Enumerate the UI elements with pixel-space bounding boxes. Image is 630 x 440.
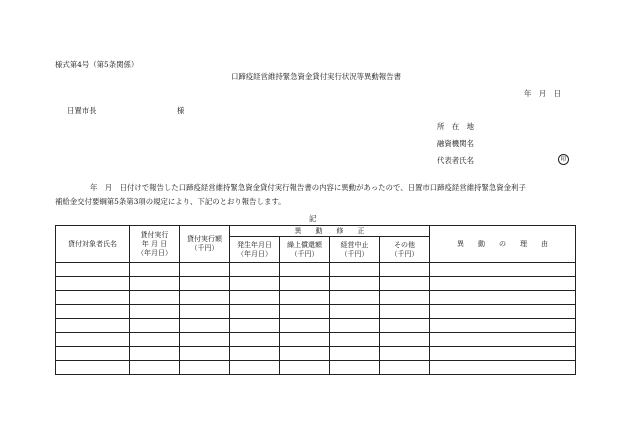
table-cell[interactable] (230, 263, 280, 277)
table-cell[interactable] (280, 277, 330, 291)
table-cell[interactable] (380, 305, 430, 319)
table-row (56, 263, 576, 277)
table-cell[interactable] (56, 277, 130, 291)
form-number: 様式第4号（第5条関係） (55, 60, 139, 69)
table-cell[interactable] (130, 277, 180, 291)
header-exec-date: 貸付実行 年 月 日 （年月日） (130, 226, 180, 263)
table-cell[interactable] (430, 277, 576, 291)
table-cell[interactable] (280, 305, 330, 319)
table-row (56, 277, 576, 291)
header-change-reason: 異 動 の 理 由 (430, 226, 576, 263)
header-change-correction: 異 動 修 正 (230, 226, 430, 237)
table-cell[interactable] (430, 319, 576, 333)
table-cell[interactable] (56, 319, 130, 333)
table-cell[interactable] (180, 291, 230, 305)
table-cell[interactable] (130, 361, 180, 375)
table-cell[interactable] (130, 263, 180, 277)
table-cell[interactable] (380, 333, 430, 347)
table-cell[interactable] (330, 333, 380, 347)
institution-label: 融資機関名 (437, 139, 474, 148)
honorific: 様 (177, 106, 185, 115)
table-cell[interactable] (180, 319, 230, 333)
table-row (56, 291, 576, 305)
table-cell[interactable] (280, 347, 330, 361)
table-cell[interactable] (230, 361, 280, 375)
table-cell[interactable] (230, 305, 280, 319)
table-cell[interactable] (130, 333, 180, 347)
table-cell[interactable] (280, 333, 330, 347)
table-row (56, 319, 576, 333)
table-cell[interactable] (280, 361, 330, 375)
table-cell[interactable] (130, 319, 180, 333)
table-cell[interactable] (430, 361, 576, 375)
table-cell[interactable] (330, 361, 380, 375)
table-cell[interactable] (230, 291, 280, 305)
header-other: その他 （千円） (380, 237, 430, 263)
table-cell[interactable] (230, 277, 280, 291)
header-occurrence-date: 発生年月日 （年月日） (230, 237, 280, 263)
table-cell[interactable] (56, 333, 130, 347)
table-cell[interactable] (230, 333, 280, 347)
table-cell[interactable] (280, 291, 330, 305)
table-cell[interactable] (330, 291, 380, 305)
table-cell[interactable] (430, 291, 576, 305)
table-cell[interactable] (430, 333, 576, 347)
body-text-line-1: 年 月 日付けで報告した口蹄疫経営維持緊急資金貸付実行報告書の内容に異動があったので、日置市口蹄疫経営維持緊急資金利子 (90, 183, 526, 192)
table-row (56, 347, 576, 361)
seal-mark: 印 (558, 154, 569, 165)
body-text-line-2: 補給金交付要綱第5条第3項の規定により、下記のとおり報告します。 (55, 197, 286, 206)
table-cell[interactable] (430, 305, 576, 319)
table-cell[interactable] (380, 347, 430, 361)
address-label: 所 在 地 (437, 122, 474, 131)
table-cell[interactable] (330, 347, 380, 361)
table-cell[interactable] (180, 305, 230, 319)
header-early-repayment: 繰上償還額 （千円） (280, 237, 330, 263)
table-cell[interactable] (380, 319, 430, 333)
header-exec-amount: 貸付実行額 （千円） (180, 226, 230, 263)
table-cell[interactable] (280, 319, 330, 333)
date-line: 年 月 日 (524, 89, 561, 98)
table-cell[interactable] (330, 305, 380, 319)
table-row (56, 305, 576, 319)
table-cell[interactable] (130, 305, 180, 319)
table-cell[interactable] (130, 291, 180, 305)
table-cell[interactable] (380, 291, 430, 305)
table-cell[interactable] (180, 361, 230, 375)
table-cell[interactable] (380, 361, 430, 375)
table-row (56, 361, 576, 375)
table-cell[interactable] (130, 347, 180, 361)
table-cell[interactable] (180, 263, 230, 277)
change-report-table (55, 225, 576, 375)
document-title: 口蹄疫経営維持緊急資金貸付実行状況等異動報告書 (231, 72, 401, 81)
table-cell[interactable] (230, 319, 280, 333)
table-cell[interactable] (180, 347, 230, 361)
table-cell[interactable] (380, 263, 430, 277)
table-cell[interactable] (280, 263, 330, 277)
table-cell[interactable] (330, 277, 380, 291)
addressee: 日置市長 (67, 106, 97, 115)
ki-heading: 記 (309, 214, 317, 223)
table-cell[interactable] (56, 305, 130, 319)
table-cell[interactable] (230, 347, 280, 361)
table-cell[interactable] (56, 361, 130, 375)
table-cell[interactable] (430, 347, 576, 361)
header-borrower-name: 貸付対象者氏名 (56, 226, 130, 263)
header-business-stop: 経営中止 （千円） (330, 237, 380, 263)
table-cell[interactable] (180, 277, 230, 291)
table-cell[interactable] (56, 291, 130, 305)
table-row (56, 333, 576, 347)
table-cell[interactable] (56, 347, 130, 361)
table-cell[interactable] (430, 263, 576, 277)
table-cell[interactable] (56, 263, 130, 277)
table-cell[interactable] (330, 319, 380, 333)
table-cell[interactable] (330, 263, 380, 277)
table-cell[interactable] (380, 277, 430, 291)
representative-label: 代表者氏名 (437, 156, 474, 165)
table-cell[interactable] (180, 333, 230, 347)
